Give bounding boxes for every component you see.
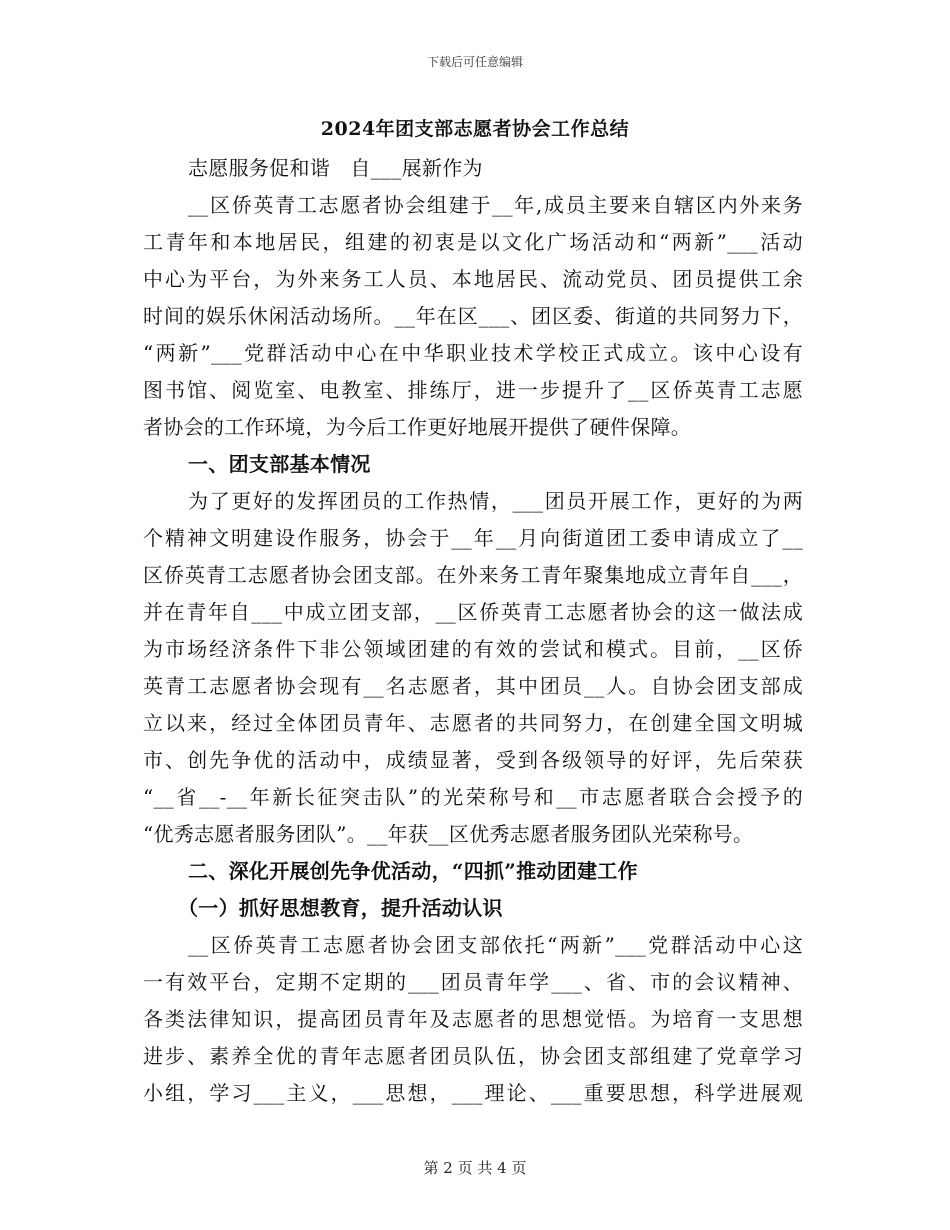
paragraph-line: 一有效平台，定期不定期的___团员青年学___、省、市的会议精神、	[143, 970, 803, 994]
paragraph-line: 市、创先争优的活动中，成绩显著，受到各级领导的好评，先后荣获	[143, 748, 803, 772]
paragraph-line: 英青工志愿者协会现有__名志愿者，其中团员__人。自协会团支部成	[143, 674, 803, 698]
paragraph-line: 各类法律知识，提高团员青年及志愿者的思想觉悟。为培育一支思想	[143, 1007, 803, 1031]
paragraph-line: 小组，学习___主义，___思想，___理论、___重要思想，科学进展观	[143, 1081, 803, 1105]
page-number: 第 2 页 共 4 页	[423, 1159, 527, 1177]
section-heading: 二、深化开展创先争优活动，“四抓”推动团建工作	[188, 859, 638, 883]
document-title: 2024年团支部志愿者协会工作总结	[320, 118, 630, 140]
paragraph-line: 区侨英青工志愿者协会团支部。在外来务工青年聚集地成立青年自___，	[143, 563, 803, 587]
paragraph-line: 图书馆、阅览室、电教室、排练厅，进一步提升了__区侨英青工志愿	[143, 378, 803, 402]
subsection-heading: （一）抓好思想教育，提升活动认识	[178, 896, 503, 920]
paragraph-line: “优秀志愿者服务团队”。__年获__区优秀志愿者服务团队光荣称号。	[143, 822, 754, 846]
paragraph-line: 立以来，经过全体团员青年、志愿者的共同努力，在创建全国文明城	[143, 711, 803, 735]
paragraph-line: “两新”___党群活动中心在中华职业技术学校正式成立。该中心设有	[143, 341, 803, 365]
paragraph-line: 者协会的工作环境，为今后工作更好地展开提供了硬件保障。	[143, 415, 692, 439]
paragraph-line: 为了更好的发挥团员的工作热情，___团员开展工作，更好的为两	[188, 489, 803, 513]
paragraph-line: 时间的娱乐休闲活动场所。__年在区___、团区委、街道的共同努力下，	[143, 304, 803, 328]
paragraph-line: __区侨英青工志愿者协会团支部依托“两新”___党群活动中心这	[188, 933, 803, 957]
document-body	[143, 150, 803, 1112]
paragraph-line: 个精神文明建设作服务，协会于__年__月向街道团工委申请成立了__	[143, 526, 803, 550]
paragraph-line: 中心为平台，为外来务工人员、本地居民、流动党员、团员提供工余	[143, 267, 803, 291]
paragraph-line: 工青年和本地居民，组建的初衷是以文化广场活动和“两新”___活动	[143, 230, 803, 254]
section-heading: 一、团支部基本情况	[188, 452, 371, 476]
paragraph-line: 为市场经济条件下非公领域团建的有效的尝试和模式。目前，__区侨	[143, 637, 803, 661]
subtitle-line: 志愿服务促和谐 自___展新作为	[188, 156, 483, 180]
paragraph-line: __区侨英青工志愿者协会组建于__年,成员主要来自辖区内外来务	[188, 193, 803, 217]
paragraph-line: “__省__-__年新长征突击队”的光荣称号和__市志愿者联合会授予的	[143, 785, 803, 809]
page-header-note: 下载后可任意编辑	[426, 55, 523, 69]
paragraph-line: 并在青年自___中成立团支部，__区侨英青工志愿者协会的这一做法成	[143, 600, 803, 624]
paragraph-line: 进步、素养全优的青年志愿者团员队伍，协会团支部组建了党章学习	[143, 1044, 803, 1068]
